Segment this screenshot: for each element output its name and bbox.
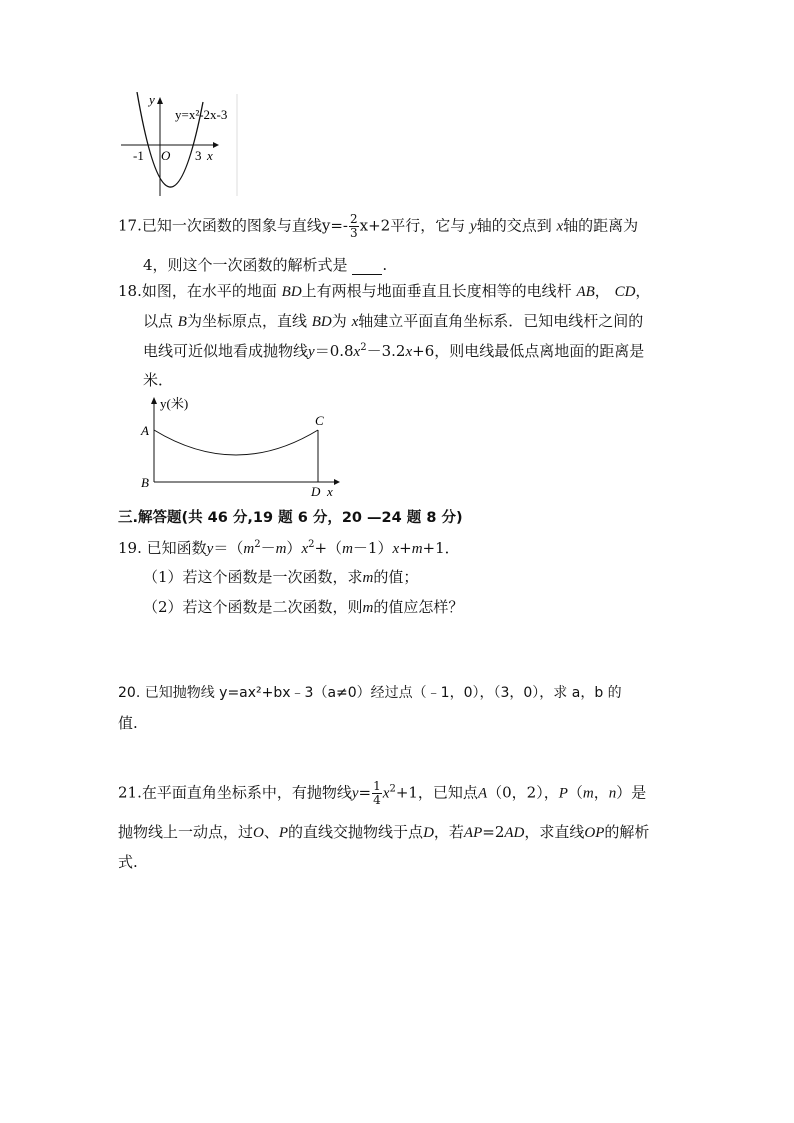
q21-line3: 式. — [118, 853, 138, 871]
label-b: B — [141, 475, 149, 490]
q17-number: 17. — [118, 216, 142, 235]
label-d: D — [311, 484, 321, 499]
label-c: C — [315, 413, 324, 428]
x-axis-arrow-icon — [334, 479, 340, 485]
q21-line1: 21.在平面直角坐标系中，有抛物线y= $\frac{1}{4}$ $x^2+1$，已知点A（0，2），P（m，n）是 — [118, 779, 647, 807]
q17-line2: 4，则这个一次函数的解析式是 . — [143, 256, 388, 274]
pole-graph — [138, 392, 348, 500]
q20-line1: 20. 已知抛物线 y=ax²+bx﹣3（a≠0）经过点（﹣1，0），（3，0），求 a，b 的 — [118, 685, 622, 701]
q19-part1: （1）若这个函数是一次函数，求m的值； — [143, 568, 419, 586]
y-axis-label: y — [149, 92, 155, 107]
q20-line2: 值. — [118, 714, 138, 732]
cable-curve — [154, 430, 318, 455]
q19-line1: 19. 已知函数$y=(m^2-m)x^2+(m-1)x+m+1$． — [118, 539, 460, 557]
q18-line3: 电线可近似地看成抛物线$y=0.8x^2-3.2x+6$，则电线最低点离地面的距离是 — [143, 342, 645, 360]
q21-number: 21. — [118, 783, 142, 802]
q21-line2: 抛物线上一动点，过O、P的直线交抛物线于点D，若AP=2AD，求直线OP的解析 — [118, 823, 650, 841]
x-axis-label: x — [207, 148, 213, 163]
function-label: y=x²-2x-3 — [175, 107, 228, 122]
q19-part2: （2）若这个函数是二次函数，则m的值应怎样？ — [143, 598, 464, 616]
section-heading: 三.解答题(共 46 分,19 题 6 分，20 —24 题 8 分) — [118, 510, 463, 526]
q18-line1: 18.如图，在水平的地面 BD上有两根与地面垂直且长度相等的电线杆 AB， CD， — [118, 282, 651, 300]
fraction: $\frac{2}{3}$ — [350, 212, 358, 240]
q17-line1: 17.已知一次函数的图象与直线y=- $\frac{2}{3}$ x+2平行，它与 y轴的交点到 x轴的距离为 — [118, 212, 639, 240]
y-axis-arrow-icon — [151, 397, 157, 404]
answer-blank — [352, 260, 382, 275]
tick-origin: O — [161, 148, 171, 163]
tick-3: 3 — [195, 148, 202, 163]
y-axis-arrow-icon — [157, 97, 163, 104]
q18-line2: 以点 B为坐标原点，直线 BD为 x轴建立平面直角坐标系．已知电线杆之间的 — [143, 312, 644, 330]
x-axis-arrow-icon — [213, 142, 219, 148]
fraction: $\frac{1}{4}$ — [373, 779, 381, 807]
q18-number: 18. — [118, 282, 142, 300]
parabola-graph — [115, 92, 245, 198]
x-axis-label: x — [327, 484, 333, 499]
label-a: A — [141, 423, 149, 438]
tick-neg1: -1 — [133, 148, 144, 163]
q19-number: 19. — [118, 539, 142, 557]
q18-line4: 米． — [143, 371, 174, 389]
y-axis-label: y(米) — [160, 396, 189, 411]
